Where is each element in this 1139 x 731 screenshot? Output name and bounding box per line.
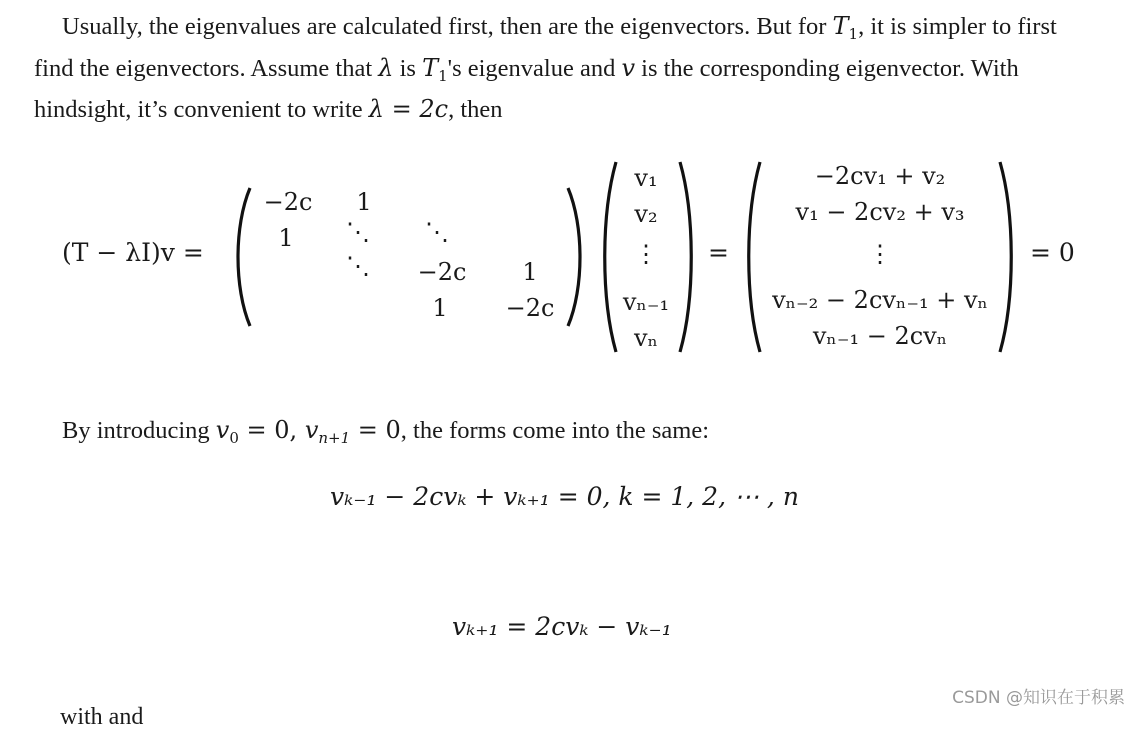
math-boundary: $v_0 = 0$, $v_{n+1} = 0$ xyxy=(215,416,401,447)
matrix-cell: ⋱ xyxy=(425,218,449,246)
right-paren-icon xyxy=(564,186,586,328)
recurrence-equation: vₖ₋₁ − 2cvₖ + vₖ₊₁ = 0, k = 1, 2, ⋯ , n xyxy=(330,482,799,511)
equals-zero: = 0 xyxy=(1030,238,1075,267)
right-paren-icon xyxy=(996,160,1016,354)
math-T1: $T_1$ xyxy=(422,53,448,85)
text-run: , the forms come into the same: xyxy=(400,417,710,444)
vector-entry: vₙ₋₁ xyxy=(622,288,670,316)
matrix-cell: −2c xyxy=(263,188,313,216)
vector-entry: vₙ xyxy=(634,324,658,352)
matrix-cell: 1 xyxy=(278,224,294,252)
text-run: Usually, the eigenvalues are calculated first, then are the eigenvectors. But for xyxy=(62,13,833,40)
matrix-cell: 1 xyxy=(356,188,372,216)
text-run: By introducing xyxy=(62,417,216,444)
text-run: 's eigenvalue and xyxy=(447,54,622,82)
matrix-lhs: (T − λI)v = xyxy=(62,238,204,267)
matrix-cell: 1 xyxy=(522,258,538,286)
text-run: , then xyxy=(448,96,503,123)
result-entry: vₙ₋₂ − 2cvₙ₋₁ + vₙ xyxy=(772,286,988,314)
cut-off-text: with and xyxy=(60,704,144,730)
intro-boundary-paragraph xyxy=(34,410,1094,452)
watermark: CSDN @知识在于积累 xyxy=(952,688,1125,708)
left-paren-icon xyxy=(600,160,620,354)
math-T1: $T_1$ xyxy=(832,12,859,43)
text-run: , it is simpler to first find the eigenvectors. Assume that xyxy=(34,13,1057,82)
matrix-cell: −2c xyxy=(417,258,467,286)
matrix-cell: −2c xyxy=(505,294,555,322)
math-lambda-eq: λ = 2c xyxy=(368,95,449,123)
left-paren-icon xyxy=(744,160,764,354)
text-run: is xyxy=(393,54,423,82)
right-paren-icon xyxy=(676,160,696,354)
left-paren-icon xyxy=(232,186,254,328)
math-lambda: λ xyxy=(378,53,394,82)
result-entry: −2cv₁ + v₂ xyxy=(814,162,946,190)
result-entry: vₙ₋₁ − 2cvₙ xyxy=(812,322,948,350)
vector-entry: v₂ xyxy=(634,200,658,228)
intro-paragraph xyxy=(34,6,1094,131)
vector-entry: v₁ xyxy=(634,164,658,192)
text-run: is the corresponding eigenvector. With hindsight, it’s convenient to write xyxy=(34,54,1019,123)
math-v: v xyxy=(621,53,636,82)
vector-entry: ⋮ xyxy=(634,240,658,268)
matrix-cell: 1 xyxy=(432,294,448,322)
equals-sign: = xyxy=(708,238,729,267)
result-entry: v₁ − 2cv₂ + v₃ xyxy=(795,198,965,226)
matrix-cell: ⋱ xyxy=(346,252,370,280)
matrix-cell: ⋱ xyxy=(346,218,370,246)
solved-equation: vₖ₊₁ = 2cvₖ − vₖ₋₁ xyxy=(452,612,672,641)
result-entry: ⋮ xyxy=(868,240,892,268)
